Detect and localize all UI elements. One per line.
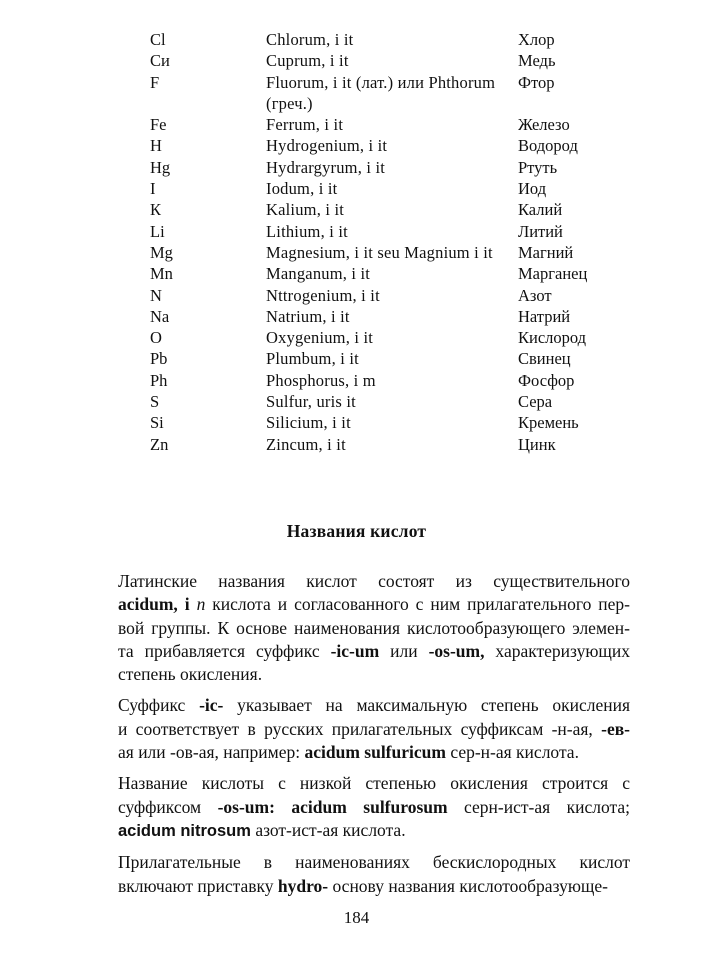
emphasized-term: -ic-um xyxy=(330,640,380,661)
text-line xyxy=(85,663,630,686)
element-symbol: Na xyxy=(150,306,170,326)
element-symbol: F xyxy=(150,72,160,92)
section-heading: Названия кислот xyxy=(286,521,427,541)
element-symbol: Mn xyxy=(150,264,173,284)
element-latin-name: Manganum, i it xyxy=(266,264,371,284)
element-russian-name: Марганец xyxy=(518,264,588,284)
text-run: суффиксом xyxy=(118,796,218,817)
element-row xyxy=(140,412,600,433)
element-latin-name: Hydrargyrum, i it xyxy=(266,157,386,177)
emphasized-term: -ic- xyxy=(199,695,224,716)
page-number: 184 xyxy=(343,908,370,927)
paragraph xyxy=(85,851,630,898)
element-russian-name: Водород xyxy=(518,136,578,156)
element-symbol: Zn xyxy=(150,434,169,454)
element-latin-name: Sulfur, uris it xyxy=(266,392,356,412)
element-russian-name: Фтор xyxy=(518,72,555,92)
text-run: степень окисления. xyxy=(118,664,263,685)
element-symbol: I xyxy=(150,179,156,199)
element-latin-name: Phosphorus, i m xyxy=(266,370,376,390)
text-line xyxy=(85,819,630,843)
paragraph xyxy=(85,570,630,686)
text-run: или xyxy=(379,640,429,661)
emphasized-term: -ев- xyxy=(601,718,630,739)
elements-table-body xyxy=(140,29,600,455)
element-latin-name: Iodum, i it xyxy=(266,179,338,199)
element-symbol: Mg xyxy=(150,242,173,262)
element-latin-name: Hydrogenium, i it xyxy=(266,136,388,156)
element-symbol: N xyxy=(150,285,162,305)
emphasized-term: -os-um, xyxy=(428,640,485,661)
element-symbol: Cl xyxy=(150,30,166,49)
element-latin-name: Chlorum, i it xyxy=(266,30,354,49)
text-run: основу названия кислотообразующе- xyxy=(328,875,609,896)
text-run: Суффикс xyxy=(118,695,200,716)
text-run: характеризующих xyxy=(484,640,630,661)
text-run: кислота и согласованного с ним прилагательного пер- xyxy=(205,594,631,615)
element-latin-name: Silicium, i it xyxy=(266,413,351,433)
element-russian-name: Кислород xyxy=(518,328,587,348)
element-row xyxy=(140,306,600,327)
text-run xyxy=(190,594,197,614)
text-run: сер-н-ая кислота. xyxy=(445,742,579,763)
element-russian-name: Медь xyxy=(518,51,556,71)
element-russian-name: Ртуть xyxy=(518,157,558,177)
element-latin-name: Kalium, i it xyxy=(266,200,345,220)
element-russian-name: Железо xyxy=(518,115,570,135)
element-row xyxy=(140,135,600,156)
element-russian-name: Магний xyxy=(518,242,574,262)
text-run: вой группы. К основе наименования кислотообразующего элемен- xyxy=(118,617,630,638)
element-symbol: Pb xyxy=(150,349,168,369)
element-latin-name: Zincum, i it xyxy=(266,434,346,454)
element-russian-name: Хлор xyxy=(518,30,555,49)
element-row xyxy=(140,263,600,284)
element-row xyxy=(140,29,600,50)
element-symbol: O xyxy=(150,328,162,348)
element-russian-name: Кремень xyxy=(518,413,579,433)
element-row xyxy=(140,114,600,135)
text-line xyxy=(85,617,630,640)
element-row xyxy=(140,327,600,348)
element-latin-name: Oxygenium, i it xyxy=(266,328,374,348)
element-russian-name: Азот xyxy=(518,285,552,305)
element-symbol: S xyxy=(150,392,160,412)
text-run: Прилагательные в наименованиях бескислородных кислот xyxy=(118,852,630,873)
text-run: Латинские названия кислот состоят из существительного xyxy=(118,571,630,591)
element-row xyxy=(140,178,600,199)
text-line xyxy=(85,851,630,874)
element-latin-name: Natrium, i it xyxy=(266,306,350,326)
text-run: серн-ист-ая кислота; xyxy=(447,796,630,817)
text-line xyxy=(85,593,630,616)
element-row xyxy=(140,199,600,220)
element-row xyxy=(140,391,600,412)
element-russian-name: Натрий xyxy=(518,306,571,326)
element-latin-name: Plumbum, i it xyxy=(266,349,359,369)
element-russian-name: Фосфор xyxy=(518,370,575,390)
element-row xyxy=(140,221,600,242)
text-line xyxy=(85,718,630,741)
element-russian-name: Калий xyxy=(518,200,563,220)
text-line xyxy=(85,796,630,819)
text-run: ая или -ов-ая, например: xyxy=(118,742,305,763)
element-symbol: К xyxy=(150,200,162,220)
element-row xyxy=(140,285,600,306)
element-row xyxy=(140,72,600,115)
text-line xyxy=(85,772,630,795)
element-symbol: Hg xyxy=(150,157,171,177)
paragraph xyxy=(85,694,630,764)
element-symbol: Si xyxy=(150,413,164,433)
element-latin-name: Ferrum, i it xyxy=(266,115,344,135)
paragraph xyxy=(85,772,630,843)
text-line xyxy=(85,741,630,764)
text-run: указывает на максимальную степень окисления xyxy=(223,695,630,716)
element-row xyxy=(140,348,600,369)
element-latin-name: Lithium, i it xyxy=(266,221,348,241)
element-russian-name: Цинк xyxy=(518,434,556,454)
element-russian-name: Сера xyxy=(518,392,553,412)
element-russian-name: Иод xyxy=(518,179,547,199)
element-symbol: Ph xyxy=(150,370,168,390)
emphasized-term: acidum nitrosum xyxy=(118,821,251,840)
element-latin-name: Nttrogenium, i it xyxy=(266,285,380,305)
element-latin-name: Magnesium, i it seu Magnium i it xyxy=(266,242,493,262)
text-run: включают приставку xyxy=(118,875,278,896)
text-run: азот-ист-ая кислота. xyxy=(250,819,406,840)
text-run: и соответствует в русских прилагательных суффиксам -н-ая, xyxy=(118,718,602,739)
text-line xyxy=(85,640,630,663)
emphasized-term: n xyxy=(196,594,206,615)
element-russian-name: Свинец xyxy=(518,349,571,369)
text-line xyxy=(85,875,630,898)
element-latin-name: Cuprum, i it xyxy=(266,51,349,71)
element-latin-name: Fluorum, i it (лат.) или Phthorum (греч.) xyxy=(266,72,496,113)
text-line xyxy=(85,694,630,717)
emphasized-term: hydro- xyxy=(277,875,329,896)
text-run: Название кислоты с низкой степенью окисления строится с xyxy=(118,773,630,794)
emphasized-term: acidum sulfuricum xyxy=(304,742,446,763)
element-row xyxy=(140,50,600,71)
emphasized-term: acidum, i xyxy=(118,594,190,615)
element-symbol: H xyxy=(150,136,162,156)
element-russian-name: Литий xyxy=(518,221,563,241)
element-symbol: Fe xyxy=(150,115,167,135)
element-row xyxy=(140,370,600,391)
body-text xyxy=(85,570,630,906)
elements-table xyxy=(140,29,600,455)
element-row xyxy=(140,157,600,178)
element-row xyxy=(140,242,600,263)
text-run: та прибавляется суффикс xyxy=(118,640,331,661)
element-row xyxy=(140,434,600,455)
emphasized-term: -os-um: acidum sulfurosum xyxy=(217,796,448,817)
element-symbol: Li xyxy=(150,221,165,241)
text-line xyxy=(85,570,630,593)
element-symbol: Cи xyxy=(150,51,170,71)
